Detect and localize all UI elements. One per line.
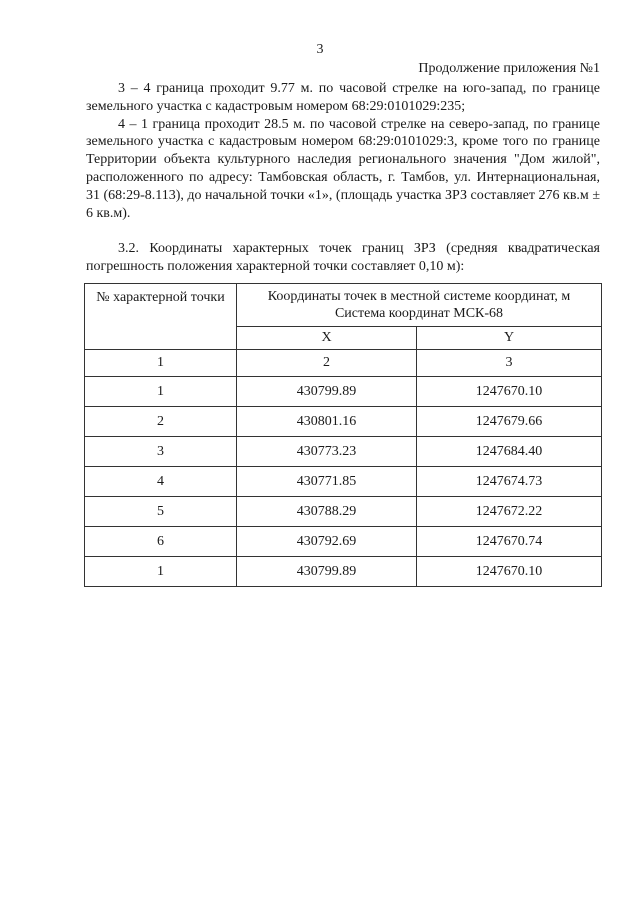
x-cell: 430799.89 xyxy=(237,557,417,587)
coordinates-header xyxy=(237,284,602,327)
x-cell: 430792.69 xyxy=(237,527,417,557)
table-row xyxy=(85,467,602,497)
y-cell: 1247670.10 xyxy=(417,557,602,587)
table-row xyxy=(85,407,602,437)
x-cell: 430773.23 xyxy=(237,437,417,467)
y-cell: 1247679.66 xyxy=(417,407,602,437)
x-cell: 430771.85 xyxy=(237,467,417,497)
point-cell: 4 xyxy=(85,467,237,497)
y-cell: 1247674.73 xyxy=(417,467,602,497)
column-number-2: 2 xyxy=(237,350,417,377)
column-number-row xyxy=(85,350,602,377)
boundary-3-4-paragraph: 3 – 4 граница проходит 9.77 м. по часовой стрелке на юго-запад, по границе земельного участка с кадастровым номером 68:29:0101029:235; xyxy=(86,81,600,114)
table-row xyxy=(85,527,602,557)
y-cell: 1247670.10 xyxy=(417,377,602,407)
point-cell: 1 xyxy=(85,557,237,587)
table-row xyxy=(85,557,602,587)
point-cell: 3 xyxy=(85,437,237,467)
y-cell: 1247672.22 xyxy=(417,497,602,527)
point-cell: 6 xyxy=(85,527,237,557)
coordinates-table xyxy=(84,283,602,587)
table-row xyxy=(85,377,602,407)
x-cell: 430799.89 xyxy=(237,377,417,407)
coordinates-header-line-2: Система координат МСК-68 xyxy=(334,306,504,321)
boundary-4-1-paragraph: 4 – 1 граница проходит 28.5 м. по часовой стрелке на северо-запад, по границе земельного участка с кадастровым номером 68:29:0101029:3, кроме того по границе Территории объекта культурного наследия регионального значения "Дом жилой", расположенного по адресу: Тамбовская область, г. Тамбов, ул. Интернациональная, 31 (68:29-8.113), до начальной точки «1», (площадь участка ЗРЗ составляет 276 кв.м ± 6 кв.м). xyxy=(86,116,600,221)
x-cell: 430788.29 xyxy=(237,497,417,527)
page-number: 3 xyxy=(316,42,324,57)
table-row xyxy=(85,497,602,527)
point-cell: 5 xyxy=(85,497,237,527)
point-cell: 2 xyxy=(85,407,237,437)
x-cell: 430801.16 xyxy=(237,407,417,437)
document-body xyxy=(86,80,600,276)
table-row xyxy=(85,437,602,467)
y-cell: 1247670.74 xyxy=(417,527,602,557)
point-cell: 1 xyxy=(85,377,237,407)
y-cell: 1247684.40 xyxy=(417,437,602,467)
coordinates-header-line-1: Координаты точек в местной системе координат, м xyxy=(267,289,571,304)
appendix-note: Продолжение приложения №1 xyxy=(418,61,600,76)
y-header: Y xyxy=(417,327,602,350)
column-number-3: 3 xyxy=(417,350,602,377)
table-header-row xyxy=(85,284,602,327)
coordinates-intro-paragraph: 3.2. Координаты характерных точек границ ЗРЗ (средняя квадратическая погрешность положения характерной точки составляет 0,10 м): xyxy=(86,241,600,275)
x-header: X xyxy=(237,327,417,350)
point-number-header: № характерной точки xyxy=(85,284,237,350)
column-number-1: 1 xyxy=(85,350,237,377)
